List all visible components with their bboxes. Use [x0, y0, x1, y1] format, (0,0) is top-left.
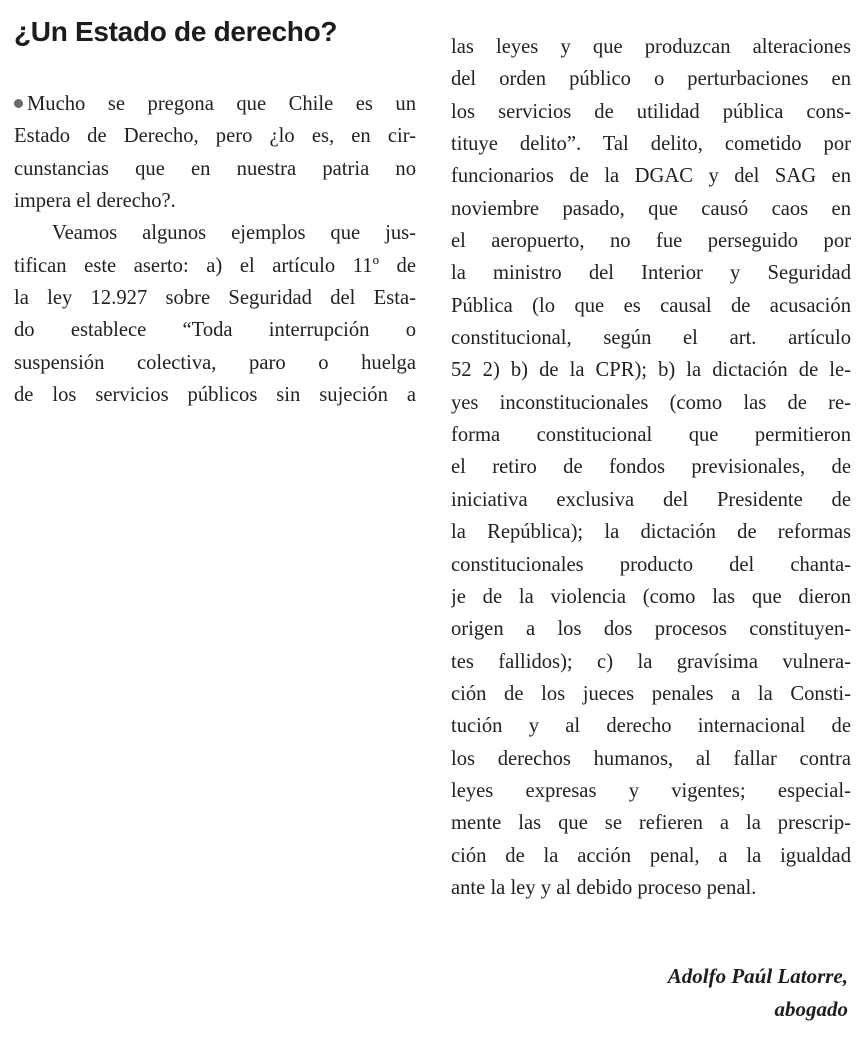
text-line: tución y al derecho internacional de	[451, 715, 851, 738]
text-line: ante la ley y al debido proceso penal.	[451, 876, 757, 899]
text-line: funcionarios de la DGAC y del SAG en	[451, 165, 851, 188]
text-line: ción de la acción penal, a la igualdad	[451, 844, 851, 867]
text-line: tituye delito”. Tal delito, cometido por	[451, 133, 851, 156]
article-headline: ¿Un Estado de derecho?	[14, 16, 338, 47]
bullet-icon	[14, 99, 23, 108]
text-line: forma constitucional que permitieron	[451, 424, 851, 447]
text-line: de los servicios públicos sin sujeción a	[14, 384, 416, 407]
text-line: Estado de Derecho, pero ¿lo es, en cir-	[14, 125, 416, 148]
text-line: mente las que se refieren a la prescrip-	[451, 812, 851, 835]
text-line: do establece “Toda interrupción o	[14, 319, 416, 342]
text-line: constitucional, según el art. artículo	[451, 327, 851, 350]
text-line-content: Mucho se pregona que Chile es un	[27, 93, 416, 115]
text-line: leyes expresas y vigentes; especial-	[451, 779, 851, 802]
text-line: origen a los dos procesos constituyen-	[451, 618, 851, 641]
text-line: constitucionales producto del chanta-	[451, 553, 851, 576]
text-line: la ministro del Interior y Seguridad	[451, 262, 851, 285]
text-line: la República); la dictación de reformas	[451, 521, 851, 544]
left-column	[14, 88, 416, 411]
text-line: la ley 12.927 sobre Seguridad del Esta-	[14, 287, 416, 310]
author-title: abogado	[774, 997, 848, 1021]
text-line: suspensión colectiva, paro o huelga	[14, 351, 416, 374]
text-line: del orden público o perturbaciones en	[451, 68, 851, 91]
right-column	[451, 31, 851, 904]
text-line: je de la violencia (como las que dieron	[451, 585, 851, 608]
text-line: tifican este aserto: a) el artículo 11º de	[14, 254, 416, 277]
text-line: el retiro de fondos previsionales, de	[451, 456, 851, 479]
text-line: cunstancias que en nuestra patria no	[14, 157, 416, 180]
text-line: el aeropuerto, no fue perseguido por	[451, 230, 851, 253]
author-name: Adolfo Paúl Latorre,	[667, 964, 848, 988]
text-line: Pública (lo que es causal de acusación	[451, 294, 851, 317]
text-line: tes fallidos); c) la gravísima vulnera-	[451, 650, 851, 673]
text-line: los servicios de utilidad pública cons-	[451, 100, 851, 123]
text-line: las leyes y que produzcan alteraciones	[451, 36, 851, 58]
text-line: noviembre pasado, que causó caos en	[451, 197, 851, 220]
text-line	[14, 88, 416, 120]
text-line: 52 2) b) de la CPR); b) la dictación de le-	[451, 359, 851, 382]
text-line: iniciativa exclusiva del Presidente de	[451, 488, 851, 511]
text-line: impera el derecho?.	[14, 190, 176, 213]
text-line: los derechos humanos, al fallar contra	[451, 747, 851, 770]
text-line: ción de los jueces penales a la Consti-	[451, 682, 851, 705]
text-line: Veamos algunos ejemplos que jus-	[52, 222, 416, 245]
text-line: yes inconstitucionales (como las de re-	[451, 391, 851, 414]
